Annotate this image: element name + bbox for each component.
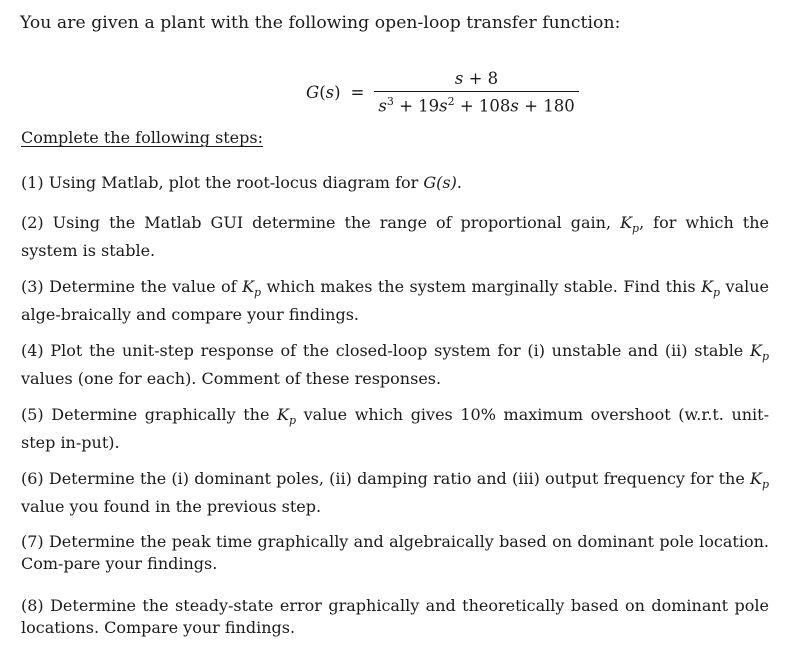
- step-8: [21, 595, 769, 638]
- intro-text: You are given a plant with the following open-loop transfer function:: [20, 13, 621, 33]
- section-heading: Complete the following steps:: [21, 128, 263, 147]
- step-text: (7) Determine the peak time graphically and algebraically based on dominant pole location. Com-pare your findings.: [21, 532, 769, 573]
- math-Kp: $K_p$: [750, 469, 769, 492]
- step-text: (6) Determine the (i) dominant poles, (ii) damping ratio and (iii) output frequency for the: [21, 469, 750, 488]
- step-4: [21, 340, 769, 389]
- equation-denominator: $s^3 + 19s^2 + 108s + 180$: [378, 94, 575, 116]
- step-text: (5) Determine graphically the: [21, 405, 278, 424]
- equation-fraction: [374, 69, 578, 116]
- step-7: [21, 531, 769, 574]
- math-Kp: $K_p$: [277, 405, 297, 428]
- step-text: (2) Using the Matlab GUI determine the range of proportional gain,: [21, 213, 621, 232]
- step-text: (4) Plot the unit-step response of the closed-loop system for (i) unstable and (ii) stable: [21, 341, 750, 360]
- step-text: .: [456, 173, 462, 192]
- step-5: [21, 404, 769, 453]
- step-text: , for which the system is stable.: [21, 213, 770, 260]
- step-text: (3) Determine the value of: [21, 277, 243, 296]
- step-6: [21, 468, 769, 517]
- transfer-function-equation: [306, 62, 579, 122]
- step-text: value you found in the previous step.: [21, 496, 322, 516]
- equation-numerator: s + 8: [454, 68, 499, 88]
- equation-equals-sign: =: [350, 82, 365, 102]
- step-text: (8) Determine the steady-state error graphically and theoretically based on dominant pole locations. Compare your findings.: [21, 596, 769, 637]
- step-text: (1) Using Matlab, plot the root-locus diagram for: [21, 173, 424, 192]
- step-3: [21, 276, 769, 325]
- step-1: [21, 172, 769, 194]
- equation-lhs: G(s): [306, 82, 341, 102]
- step-text: which makes the system marginally stable. Find this: [261, 277, 702, 296]
- math-Kp: $K_p$: [750, 341, 769, 364]
- step-text: value alge-braically and compare your findings.: [21, 277, 769, 324]
- step-2: [21, 212, 769, 261]
- math-G-s: G(s): [423, 173, 457, 192]
- math-Kp: $K_p$: [620, 213, 640, 236]
- math-Kp: $K_p$: [242, 277, 262, 300]
- step-text: value which gives 10% maximum overshoot (w.r.t. unit-step in-put).: [21, 405, 770, 452]
- math-Kp: $K_p$: [701, 277, 721, 300]
- step-text: values (one for each). Comment of these responses.: [21, 368, 442, 388]
